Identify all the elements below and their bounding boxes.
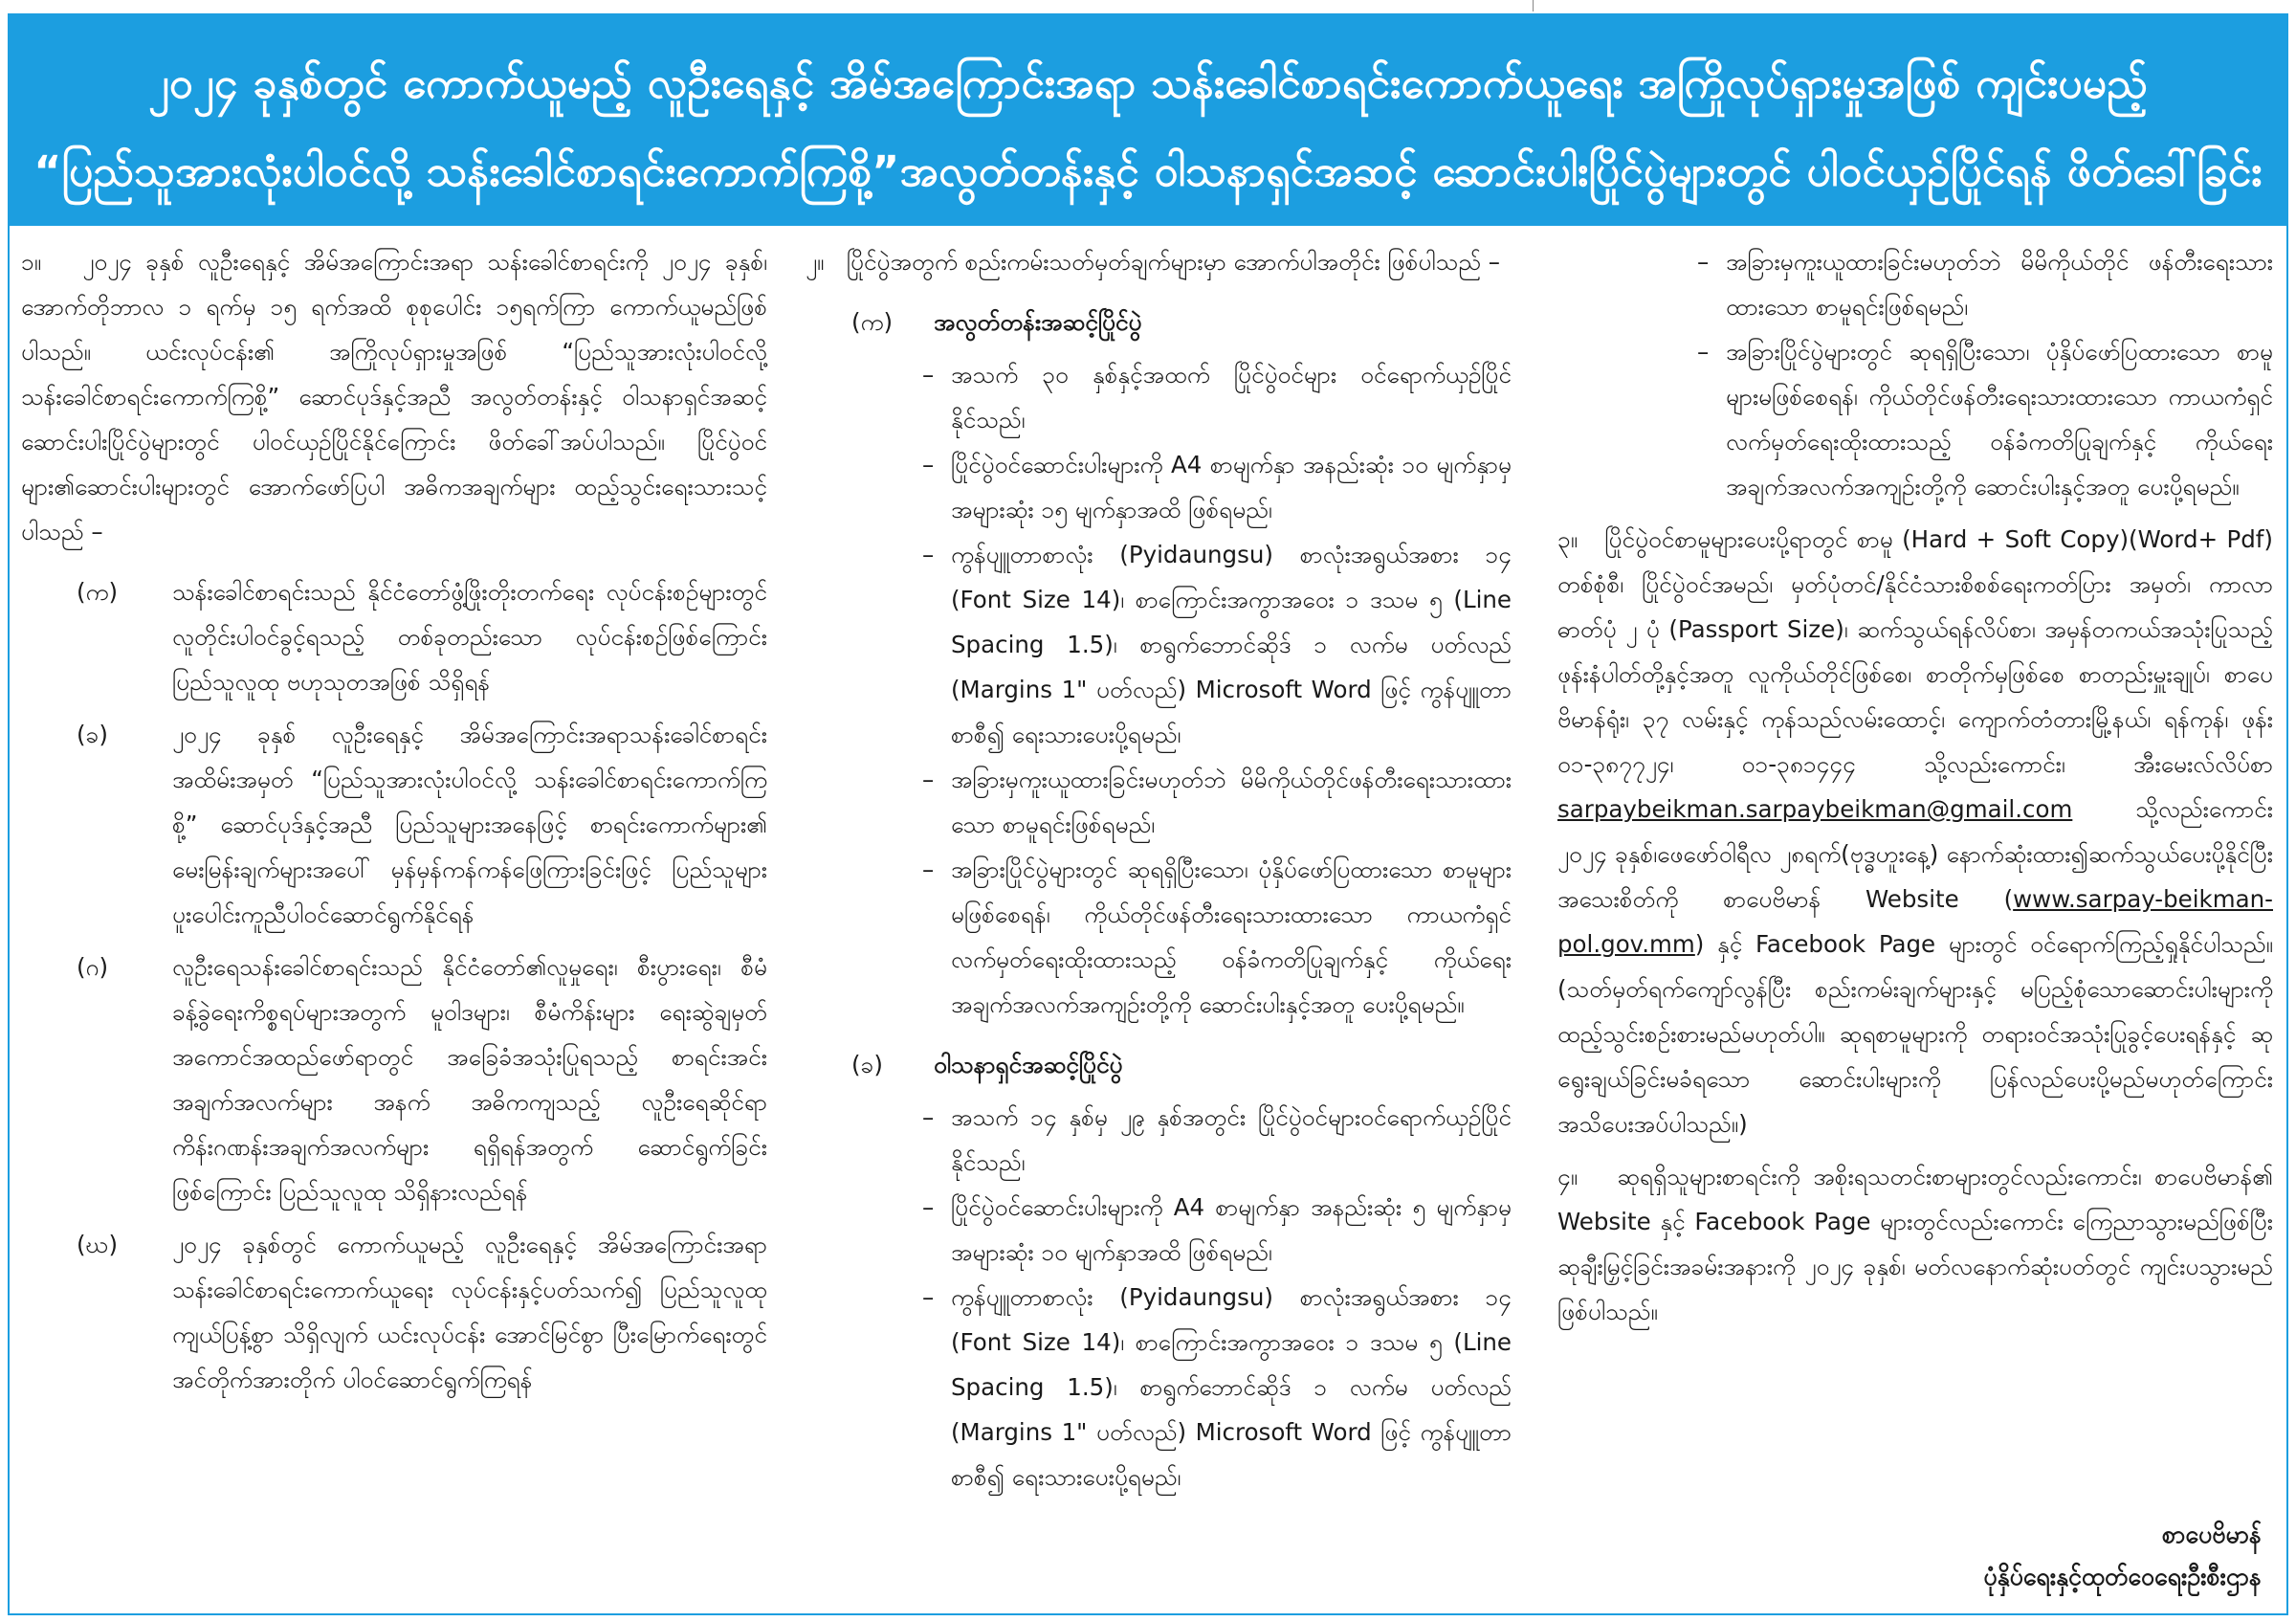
email-link[interactable]: sarpaybeikman.sarpaybeikman@gmail.com (1557, 795, 2073, 823)
bullet-text: အသက် ၁၄ နှစ်မှ ၂၉ နှစ်အတွင်း ပြိုင်ပွဲဝင်များဝင်ရောက်ယှဉ်ပြိုင်နိုင်သည်၊ (951, 1103, 1512, 1176)
column-3 (1557, 239, 2273, 1334)
rule-bullet (922, 1275, 1512, 1500)
rule-bullet (922, 1185, 1512, 1275)
item-text: ၂၀၂၄ ခုနှစ် လူဦးရေနှင့် အိမ်အကြောင်းအရာသန်းခေါင်စာရင်းအထိမ်းအမှတ် “ပြည်သူအားလုံးပါဝင်လို့ သန်းခေါင်စာရင်းကောက်ကြစို့” ဆောင်ပုဒ်နှင့်အညီ ပြည်သူများအနေဖြင့် စာရင်းကောက်များ၏ မေးမြန်းချက်များအပေါ် မှန်မှန်ကန်ကန်ဖြေကြားခြင်းဖြင့် ပြည်သူများ ပူးပေါင်းကူညီပါဝင်ဆောင်ရွက်နိုင်ရန် (172, 721, 767, 928)
paragraph-number: ၄။ (1557, 1163, 1578, 1190)
bullet-text: အခြားမှကူးယူထားခြင်းမဟုတ်ဘဲ မိမိကိုယ်တိုင်ဖန်တီးရေးသားထားသော စာမူရင်းဖြစ်ရမည်၊ (951, 766, 1512, 838)
rule-bullet (1697, 329, 2273, 509)
dash-marker: – (1697, 248, 1710, 276)
dash-marker: – (922, 766, 935, 793)
section-label: (က) (851, 308, 894, 336)
rule-bullet (922, 532, 1512, 757)
paragraph-number: ၃။ (1557, 525, 1578, 553)
rule-bullet (922, 847, 1512, 1027)
dash-marker: – (922, 1193, 935, 1221)
bullet-text: ပြိုင်ပွဲဝင်ဆောင်းပါးများကို A4 စာမျက်နှာ အနည်းဆုံး ၅ မျက်နှာမှ အများဆုံး ၁၀ မျက်နှာအထိ ဖြစ်ရမည်၊ (951, 1193, 1512, 1266)
bullet-text: အသက် ၃၀ နှစ်နှင့်အထက် ပြိုင်ပွဲဝင်များ ဝင်ရောက်ယှဉ်ပြိုင်နိုင်သည်၊ (951, 361, 1512, 433)
rule-bullet (922, 1095, 1512, 1185)
bullet-text: အခြားမှကူးယူထားခြင်းမဟုတ်ဘဲ မိမိကိုယ်တိုင် ဖန်တီးရေးသားထားသော စာမူရင်းဖြစ်ရမည်၊ (1726, 248, 2273, 321)
signature-name: စာပေဗိမာန် (2162, 1521, 2262, 1548)
paragraph-number: ၂။ (806, 248, 825, 276)
signature-block (1983, 1514, 2262, 1598)
website-link[interactable]: www.sarpay-beikman-pol.gov.mm (1557, 885, 2273, 958)
paragraph-number: ၁။ (21, 248, 42, 276)
bullet-text: အခြားပြိုင်ပွဲများတွင် ဆုရရှိပြီးသော၊ ပုံနှိပ်ဖော်ပြထားသော စာမူများမဖြစ်စေရန်၊ ကိုယ်တိုင်ဖန်တီးရေးသားထားသော ကာယကံရှင်လက်မှတ်ရေးထိုးထားသည့် ဝန်ခံကတိပြုချက်နှင့် ကိုယ်ရေးအချက်အလက်အကျဉ်းတို့ကို ဆောင်းပါးနှင့်အတူ ပေးပို့ရမည်။ (951, 855, 1512, 1018)
section-heading (851, 1042, 1512, 1087)
list-item (77, 1222, 767, 1402)
rule-bullet (1697, 239, 2273, 329)
rule-bullet (922, 352, 1512, 442)
list-item (77, 569, 767, 704)
title-line-1: ၂၀၂၄ ခုနှစ်တွင် ကောက်ယူမည့် လူဦးရေနှင့် အိမ်အကြောင်းအရာ သန်းခေါင်စာရင်းကောက်ယူရေး အကြိုလုပ်ရှားမှုအဖြစ် ကျင်းပမည့် (147, 59, 2149, 108)
bullet-text: ပြိုင်ပွဲဝင်ဆောင်းပါးများကို A4 စာမျက်နှာ အနည်းဆုံး ၁၀ မျက်နှာမှ အများဆုံး ၁၅ မျက်နှာအထိ ဖြစ်ရမည်၊ (951, 451, 1512, 523)
dash-marker: – (922, 361, 935, 389)
title-line-2: “ပြည်သူအားလုံးပါဝင်လို့ သန်းခေါင်စာရင်းကောက်ကြစို့”အလွတ်တန်းနှင့် ဝါသနာရှင်အဆင့် ဆောင်းပါးပြိုင်ပွဲများတွင် ပါဝင်ယှဉ်ပြိုင်ရန် ဖိတ်ခေါ်ခြင်း (33, 147, 2263, 196)
item-label: (ဂ) (77, 953, 109, 981)
column-2 (806, 239, 1512, 1500)
item-text: သန်းခေါင်စာရင်းသည် နိုင်ငံတော်ဖွံ့ဖြိုးတိုးတက်ရေး လုပ်ငန်းစဉ်များတွင် လူတိုင်းပါဝင်ခွင့်ရသည့် တစ်ခုတည်းသော လုပ်ငန်းစဉ်ဖြစ်ကြောင်း ပြည်သူလူထု ဗဟုသုတအဖြစ် သိရှိရန် (172, 578, 767, 696)
section-title: အလွတ်တန်းအဆင့်ပြိုင်ပွဲ (934, 308, 1142, 336)
crop-mark (1533, 0, 1534, 11)
dash-marker: – (922, 541, 935, 568)
signature-org: ပုံနှိပ်ရေးနှင့်ထုတ်ဝေရေးဦးစီးဌာန (1983, 1563, 2262, 1590)
paragraph-text: ပြိုင်ပွဲဝင်စာမူများပေးပို့ရာတွင် စာမူ (Hard + Soft Copy)(Word+ Pdf) တစ်စုံစီ၊ ပြိုင်ပွဲဝင်အမည်၊ မှတ်ပုံတင်/နိုင်ငံသားစိစစ်ရေးကတ်ပြား အမှတ်၊ ကာလာဓာတ်ပုံ ၂ ပုံ (Passport Size)၊ ဆက်သွယ်ရန်လိပ်စာ၊ အမှန်တကယ်အသုံးပြုသည့် ဖုန်းနံပါတ်တို့နှင့်အတူ လူကိုယ်တိုင်ဖြစ်စေ၊ စာတိုက်မှဖြစ်စေ စာတည်းမှူးချုပ်၊ စာပေဗိမာန်ရုံး၊ ၃၇ လမ်းနှင့် ကုန်သည်လမ်းထောင့်၊ ကျောက်တံတားမြို့နယ်၊ ရန်ကုန်၊ ဖုန်း ၀၁-၃၈၇၇၂၄၊ ၀၁-၃၈၁၄၄၄ သို့လည်းကောင်း၊ အီးမေးလ်လိပ်စာ (1557, 525, 2273, 778)
bullet-text: ကွန်ပျူတာစာလုံး (Pyidaungsu) စာလုံးအရွယ်အစား ၁၄ (Font Size 14)၊ စာကြောင်းအကွာအဝေး ၁ ဒသမ ၅ (Line Spacing 1.5)၊ စာရွက်ဘောင်ဆိုဒ် ၁ လက်မ ပတ်လည် (Margins 1" ပတ်လည်) Microsoft Word ဖြင့် ကွန်ပျူတာစာစီ၍ ရေးသားပေးပို့ရမည်၊ (951, 541, 1512, 748)
title-banner (8, 13, 2288, 226)
item-text: ၂၀၂၄ ခုနှစ်တွင် ကောက်ယူမည့် လူဦးရေနှင့် အိမ်အကြောင်းအရာ သန်းခေါင်စာရင်းကောက်ယူရေး လုပ်ငန်းနှင့်ပတ်သက်၍ ပြည်သူလူထု ကျယ်ပြန့်စွာ သိရှိလျက် ယင်းလုပ်ငန်း အောင်မြင်စွာ ပြီးမြောက်ရေးတွင် အင်တိုက်အားတိုက် ပါဝင်ဆောင်ရွက်ကြရန် (172, 1231, 767, 1393)
paragraph-3 (1557, 517, 2273, 1146)
paragraph-4 (1557, 1154, 2273, 1334)
dash-marker: – (922, 1103, 935, 1131)
paragraph-text: ၂၀၂၄ ခုနှစ် လူဦးရေနှင့် အိမ်အကြောင်းအရာ သန်းခေါင်စာရင်းကို ၂၀၂၄ ခုနှစ်၊ အောက်တိုဘာလ ၁ ရက်မှ ၁၅ ရက်အထိ စုစုပေါင်း ၁၅ရက်ကြာ ကောက်ယူမည်ဖြစ်ပါသည်။ ယင်းလုပ်ငန်း၏ အကြိုလုပ်ရှားမှုအဖြစ် “ပြည်သူအားလုံးပါဝင်လို့ သန်းခေါင်စာရင်းကောက်ကြစို့” ဆောင်ပုဒ်နှင့်အညီ အလွတ်တန်းနှင့် ဝါသနာရှင်အဆင့် ဆောင်းပါးပြိုင်ပွဲများတွင် ပါဝင်ယှဉ်ပြိုင်နိုင်ကြောင်း ဖိတ်ခေါ်အပ်ပါသည်။ ပြိုင်ပွဲဝင်များ၏ဆောင်းပါးများတွင် အောက်ဖော်ပြပါ အဓိကအချက်များ ထည့်သွင်းရေးသားသင့်ပါသည် – (21, 248, 767, 545)
dash-marker: – (922, 1283, 935, 1311)
paragraph-text: ဆုရရှိသူများစာရင်းကို အစိုးရသတင်းစာများတွင်လည်းကောင်း၊ စာပေဗိမာန်၏ Website နှင့် Facebook Page များတွင်လည်းကောင်း ကြေညာသွားမည်ဖြစ်ပြီး ဆုချီးမြှင့်ခြင်းအခမ်းအနားကို ၂၀၂၄ ခုနှစ်၊ မတ်လနောက်ဆုံးပတ်တွင် ကျင်းပသွားမည်ဖြစ်ပါသည်။ (1557, 1163, 2273, 1325)
item-label: (က) (77, 578, 119, 606)
paragraph-text: သို့လည်းကောင်း ၂၀၂၄ ခုနှစ်၊ဖေဖော်ဝါရီလ ၂၈ရက်(ဗုဒ္ဓဟူးနေ့) နောက်ဆုံးထား၍ဆက်သွယ်ပေးပို့နိုင်ပြီး အသေးစိတ်ကို စာပေဗိမာန် Website ( (1557, 795, 2273, 913)
dash-marker: – (922, 451, 935, 478)
paragraph-2 (806, 239, 1512, 284)
dash-marker: – (1697, 338, 1710, 366)
section-heading (851, 300, 1512, 344)
list-item (77, 712, 767, 937)
bullet-text: ကွန်ပျူတာစာလုံး (Pyidaungsu) စာလုံးအရွယ်အစား ၁၄ (Font Size 14)၊ စာကြောင်းအကွာအဝေး ၁ ဒသမ ၅ (Line Spacing 1.5)၊ စာရွက်ဘောင်ဆိုဒ် ၁ လက်မ ပတ်လည် (Margins 1" ပတ်လည်) Microsoft Word ဖြင့် ကွန်ပျူတာစာစီ၍ ရေးသားပေးပို့ရမည်၊ (951, 1283, 1512, 1491)
rule-bullet (922, 757, 1512, 847)
paragraph-1 (21, 239, 767, 554)
column-1 (21, 239, 767, 1402)
item-label: (ဃ) (77, 1231, 119, 1258)
list-item (77, 944, 767, 1214)
bullet-text: အခြားပြိုင်ပွဲများတွင် ဆုရရှိပြီးသော၊ ပုံနှိပ်ဖော်ပြထားသော စာမူများမဖြစ်စေရန်၊ ကိုယ်တိုင်ဖန်တီးရေးသားထားသော ကာယကံရှင် လက်မှတ်ရေးထိုးထားသည့် ဝန်ခံကတိပြုချက်နှင့် ကိုယ်ရေးအချက်အလက်အကျဉ်းတို့ကို ဆောင်းပါးနှင့်အတူ ပေးပို့ရမည်။ (1726, 338, 2273, 500)
section-label: (ခ) (851, 1051, 883, 1078)
rule-bullet (922, 442, 1512, 532)
paragraph-text: ) နှင့် Facebook Page များတွင် ဝင်ရောက်ကြည့်ရှုနိုင်ပါသည်။ (သတ်မှတ်ရက်ကျော်လွန်ပြီး စည်းကမ်းချက်များနှင့် မပြည့်စုံသောဆောင်းပါးများကို ထည့်သွင်းစဉ်းစားမည်မဟုတ်ပါ။ ဆုရစာမူများကို တရားဝင်အသုံးပြုခွင့်ပေးရန်နှင့် ဆုရွေးချယ်ခြင်းမခံရသော ဆောင်းပါးများကို ပြန်လည်ပေးပို့မည်မဟုတ်ကြောင်း အသိပေးအပ်ပါသည်။) (1557, 930, 2273, 1138)
paragraph-text: ပြိုင်ပွဲအတွက် စည်းကမ်းသတ်မှတ်ချက်များမှာ အောက်ပါအတိုင်း ဖြစ်ပါသည် – (846, 248, 1501, 276)
section-title: ဝါသနာရှင်အဆင့်ပြိုင်ပွဲ (934, 1051, 1123, 1078)
item-label: (ခ) (77, 721, 108, 748)
item-text: လူဦးရေသန်းခေါင်စာရင်းသည် နိုင်ငံတော်၏လူမှုရေး၊ စီးပွားရေး၊ စီမံခန့်ခွဲရေးကိစ္စရပ်များအတွက် မူဝါဒများ၊ စီမံကိန်းများ ရေးဆွဲချမှတ်အကောင်အထည်ဖော်ရာတွင် အခြေခံအသုံးပြုရသည့် စာရင်းအင်းအချက်အလက်များ အနက် အဓိကကျသည့် လူဦးရေဆိုင်ရာ ကိန်းဂဏန်းအချက်အလက်များ ရရှိရန်အတွက် ဆောင်ရွက်ခြင်းဖြစ်ကြောင်း ပြည်သူလူထု သိရှိနားလည်ရန် (172, 953, 767, 1206)
dash-marker: – (922, 855, 935, 883)
